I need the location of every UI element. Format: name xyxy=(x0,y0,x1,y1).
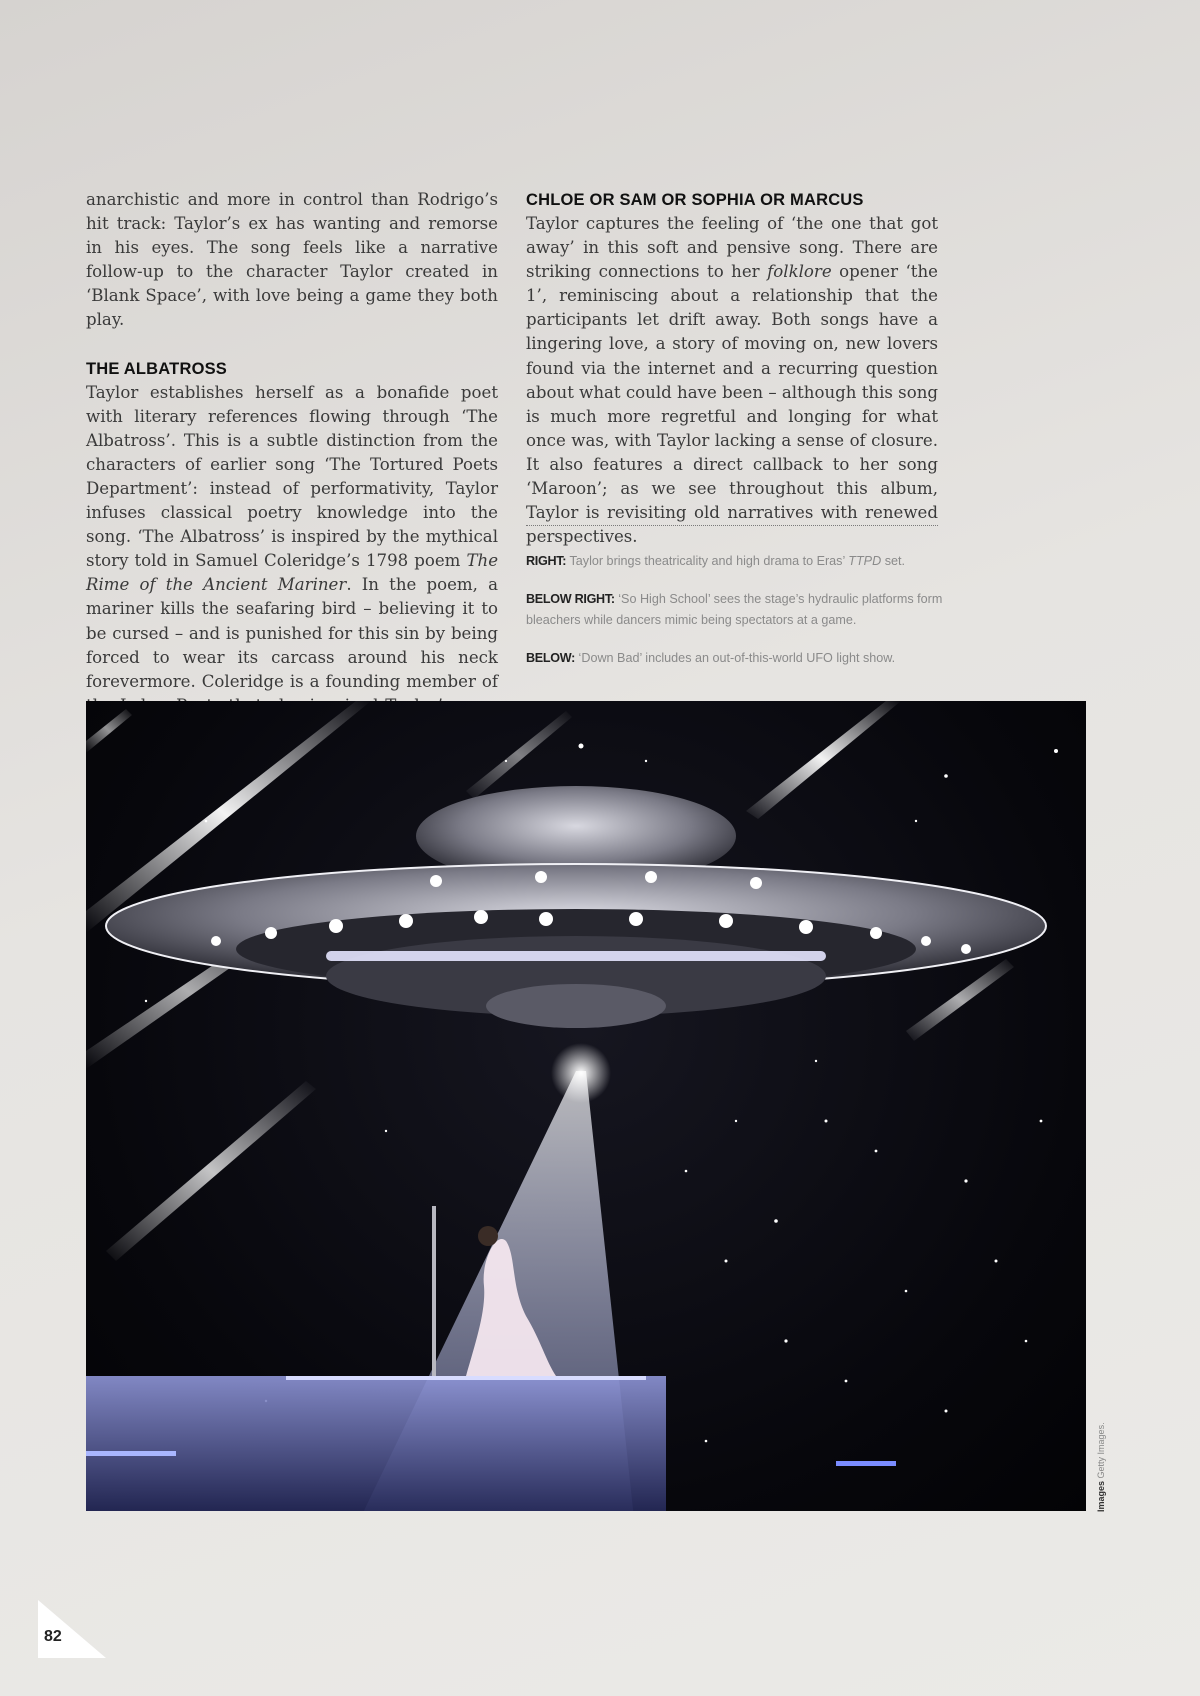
albatross-text-part-2: . In the poem, a mariner kills the seafaring bird – believing it to be cursed – and is punished for this sin by being forced to wear its carcass around his neck forevermore. Coleridge is a founding member of xyxy=(86,575,498,691)
caption-right xyxy=(526,551,946,572)
photo-captions xyxy=(526,551,946,686)
caption-below xyxy=(526,648,946,669)
chloe-heading: CHLOE OR SAM OR SOPHIA OR MARCUS xyxy=(526,191,864,209)
ufo-saucer xyxy=(106,786,1046,1028)
caption-right-label: RIGHT: xyxy=(526,554,567,568)
caption-below-label: BELOW: xyxy=(526,651,576,665)
ufo-illustration xyxy=(86,701,1086,1511)
caption-right-end: set. xyxy=(884,554,905,568)
page-number: 82 xyxy=(44,1628,62,1645)
album-name: folklore xyxy=(767,262,832,282)
credit-text: Getty Images. xyxy=(1096,1422,1106,1479)
chloe-text-part-2: opener ‘the 1’, reminiscing about a relationship that the participants let drift away. Both songs have a lingering love, a story of moving on, new lovers found via the internet and a recurring question about what could have been – although this song is much more regretful and longing for what once was, with Taylor lacking a sense of closure. It also features a direct callback to her song ‘Maroon’; as we see throughout this album, Taylor is revisiting old narratives with renewed perspectives. xyxy=(526,262,938,547)
caption-below-right-label: BELOW RIGHT: xyxy=(526,592,615,606)
albatross-heading: THE ALBATROSS xyxy=(86,359,228,378)
credit-label: Images xyxy=(1096,1480,1106,1512)
photo-credit xyxy=(1096,1422,1106,1512)
albatross-text-part-1: Taylor establishes herself as a bonafide poet with literary references flowing through ‘The Albatross’. This is a subtle distinction from the characters of earlier song ‘The Tortured Poets Department’: instead of performativity, Taylor infuses classical poetry knowledge into the song. ‘The Albatross’ is inspired by the mythical story told in Samuel Coleridge’s 1798 poem xyxy=(86,382,498,571)
left-column xyxy=(86,188,498,742)
ufo-stage-photo xyxy=(86,701,1086,1511)
caption-below-right xyxy=(526,589,946,631)
caption-right-italic: TTPD xyxy=(848,554,882,568)
chloe-text-part-1: Taylor captures the feeling of ‘the one that got away’ in this soft and pensive song. There are striking connections to her xyxy=(526,214,938,282)
right-column xyxy=(526,188,938,549)
albatross-paragraph xyxy=(86,381,498,742)
caption-right-text: Taylor brings theatricality and high drama to Eras’ xyxy=(569,554,845,568)
chloe-paragraph xyxy=(526,212,938,549)
caption-below-text: ‘Down Bad’ includes an out-of-this-world UFO light show. xyxy=(578,651,896,665)
dotted-divider xyxy=(526,525,938,526)
poem-title: The Rime of the Ancient Mariner xyxy=(86,551,499,595)
caption-below-right-text: ‘So High School’ sees the stage’s hydraulic platforms form bleachers while dancers mimic being spectators at a game. xyxy=(526,592,943,627)
continuation-paragraph: anarchistic and more in control than Rodrigo’s hit track: Taylor’s ex has wanting and remorse in his eyes. The song feels like a narrative follow-up to the character Taylor created in ‘Blank Space’, with love being a game they both play. xyxy=(86,190,498,330)
